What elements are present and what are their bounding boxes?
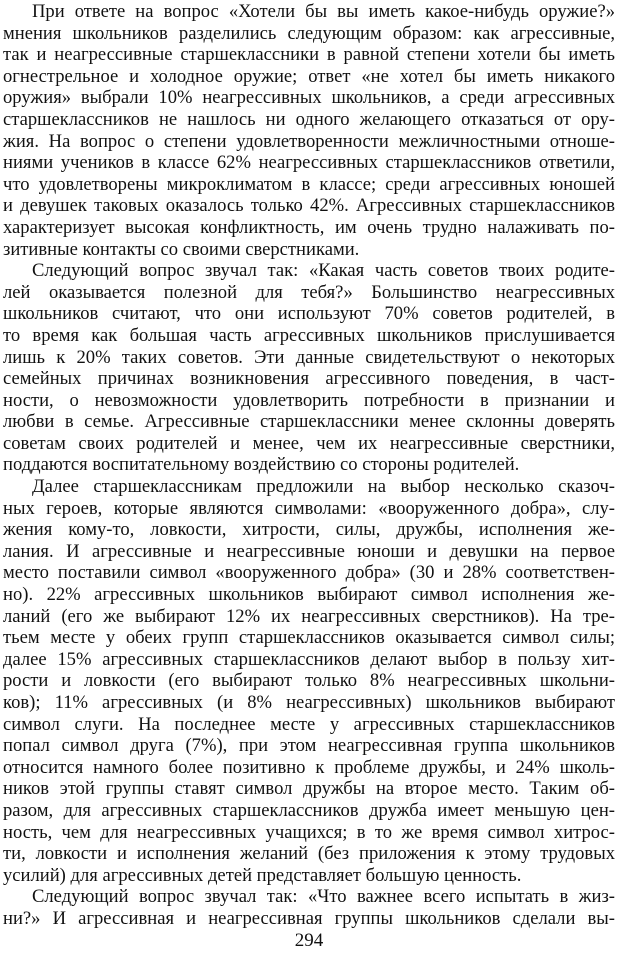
text-line: ников этой группы ставят символ дружбы на второе место. Таким об- [3,778,615,800]
body-text [3,1,615,930]
text-line: попал символ друга (7%), при этом неагрессивная группа школьников [3,735,615,757]
text-line: лания. И агрессивные и неагрессивные юноши и девушки на первое [3,540,615,562]
page-number: 294 [294,930,324,951]
text-line: символ слуги. На последнее месте у агрессивных старшеклассников [3,713,615,735]
paragraph [3,476,615,886]
text-line: то время как большая часть агрессивных школьников прислушивается [3,324,615,346]
text-line: Следующий вопрос звучал так: «Что важнее всего испытать в жиз- [32,886,615,908]
paragraph [3,1,615,260]
text-line: жия. На вопрос о степени удовлетворенности межличностными отноше- [3,130,615,152]
text-line: Следующий вопрос звучал так: «Какая часть советов твоих родите- [32,260,615,282]
text-line: характеризует высокая конфликтность, им очень трудно налаживать по- [3,216,615,238]
text-line: так и неагрессивные старшеклассники в равной степени хотели бы иметь [3,44,615,66]
text-line: зитивные контакты со своими сверстниками. [3,238,360,260]
text-line: далее 15% агрессивных старшеклассников делают выбор в пользу хит- [3,648,615,670]
text-line: поддаются воспитательному воздействию со стороны родителей. [3,454,520,476]
text-line: ных героев, которые являются символами: «вооруженного добра», слу- [3,497,615,519]
text-line: лишь к 20% таких советов. Эти данные свидетельствуют о некоторых [3,346,615,368]
text-line: старшеклассников не нашлось ни одного желающего отказаться от ору- [3,108,615,130]
text-line: ниями учеников в классе 62% неагрессивных старшеклассников ответили, [3,152,615,174]
text-line: место поставили символ «вооруженного добра» (30 и 28% соответствен- [3,562,615,584]
text-line: оружия» выбрали 10% неагрессивных школьников, а среди агрессивных [3,87,615,109]
text-line: ность, чем для неагрессивных учащихся; в то же время символ хитрос- [3,821,615,843]
text-line: относится намного более позитивно к проблеме дружбы, и 24% школь- [3,756,615,778]
text-line: но). 22% агрессивных школьников выбирают символ исполнения же- [3,584,615,606]
text-line: усилий) для агрессивных детей представляет большую ценность. [3,864,522,886]
text-line: разом, для агрессивных старшеклассников дружба имеет меньшую цен- [3,799,615,821]
text-line: ланий (его же выбирают 12% их неагрессивных сверстников). На тре- [3,605,615,627]
text-line: Далее старшеклассникам предложили на выбор несколько сказоч- [32,476,615,498]
text-line: советам своих родителей и менее, чем их неагрессивные сверстники, [3,432,615,454]
text-line: рости и ловкости (его выбирают только 8% неагрессивных школьни- [3,670,615,692]
book-page [3,1,615,961]
text-line: При ответе на вопрос «Хотели бы вы иметь какое-нибудь оружие?» [32,1,615,22]
text-line: семейных причинах возникновения агрессивного поведения, в част- [3,368,615,390]
text-line: мнения школьников разделились следующим образом: как агрессивные, [3,22,615,44]
text-line: ти, ловкости и исполнения желаний (без приложения к этому трудовых [3,843,615,865]
paragraph [3,260,615,476]
text-line: любви в семье. Агрессивные старшеклассники менее склонны доверять [3,411,615,433]
text-line: лей оказывается полезной для тебя?» Большинство неагрессивных [3,281,615,303]
paragraph [3,886,615,929]
text-line: жения кому-то, ловкости, хитрости, силы, дружбы, исполнения же- [3,519,615,541]
text-line: и девушек таковых оказалось только 42%. Агрессивных старшеклассников [3,195,615,217]
text-line: ни?» И агрессивная и неагрессивная группы школьников сделали вы- [3,907,615,929]
text-line: ности, о невозможности удовлетворить потребности в признании и [3,389,615,411]
text-line: что удовлетворены микроклиматом в классе; среди агрессивных юношей [3,173,615,195]
text-line: огнестрельное и холодное оружие; ответ «не хотел бы иметь никакого [3,65,615,87]
text-line: тьем месте у обеих групп старшеклассников оказывается символ силы; [3,627,615,649]
text-line: школьников считают, что они используют 70% советов родителей, в [3,303,615,325]
text-line: ков); 11% агрессивных (и 8% неагрессивных) школьников выбирают [3,692,615,713]
